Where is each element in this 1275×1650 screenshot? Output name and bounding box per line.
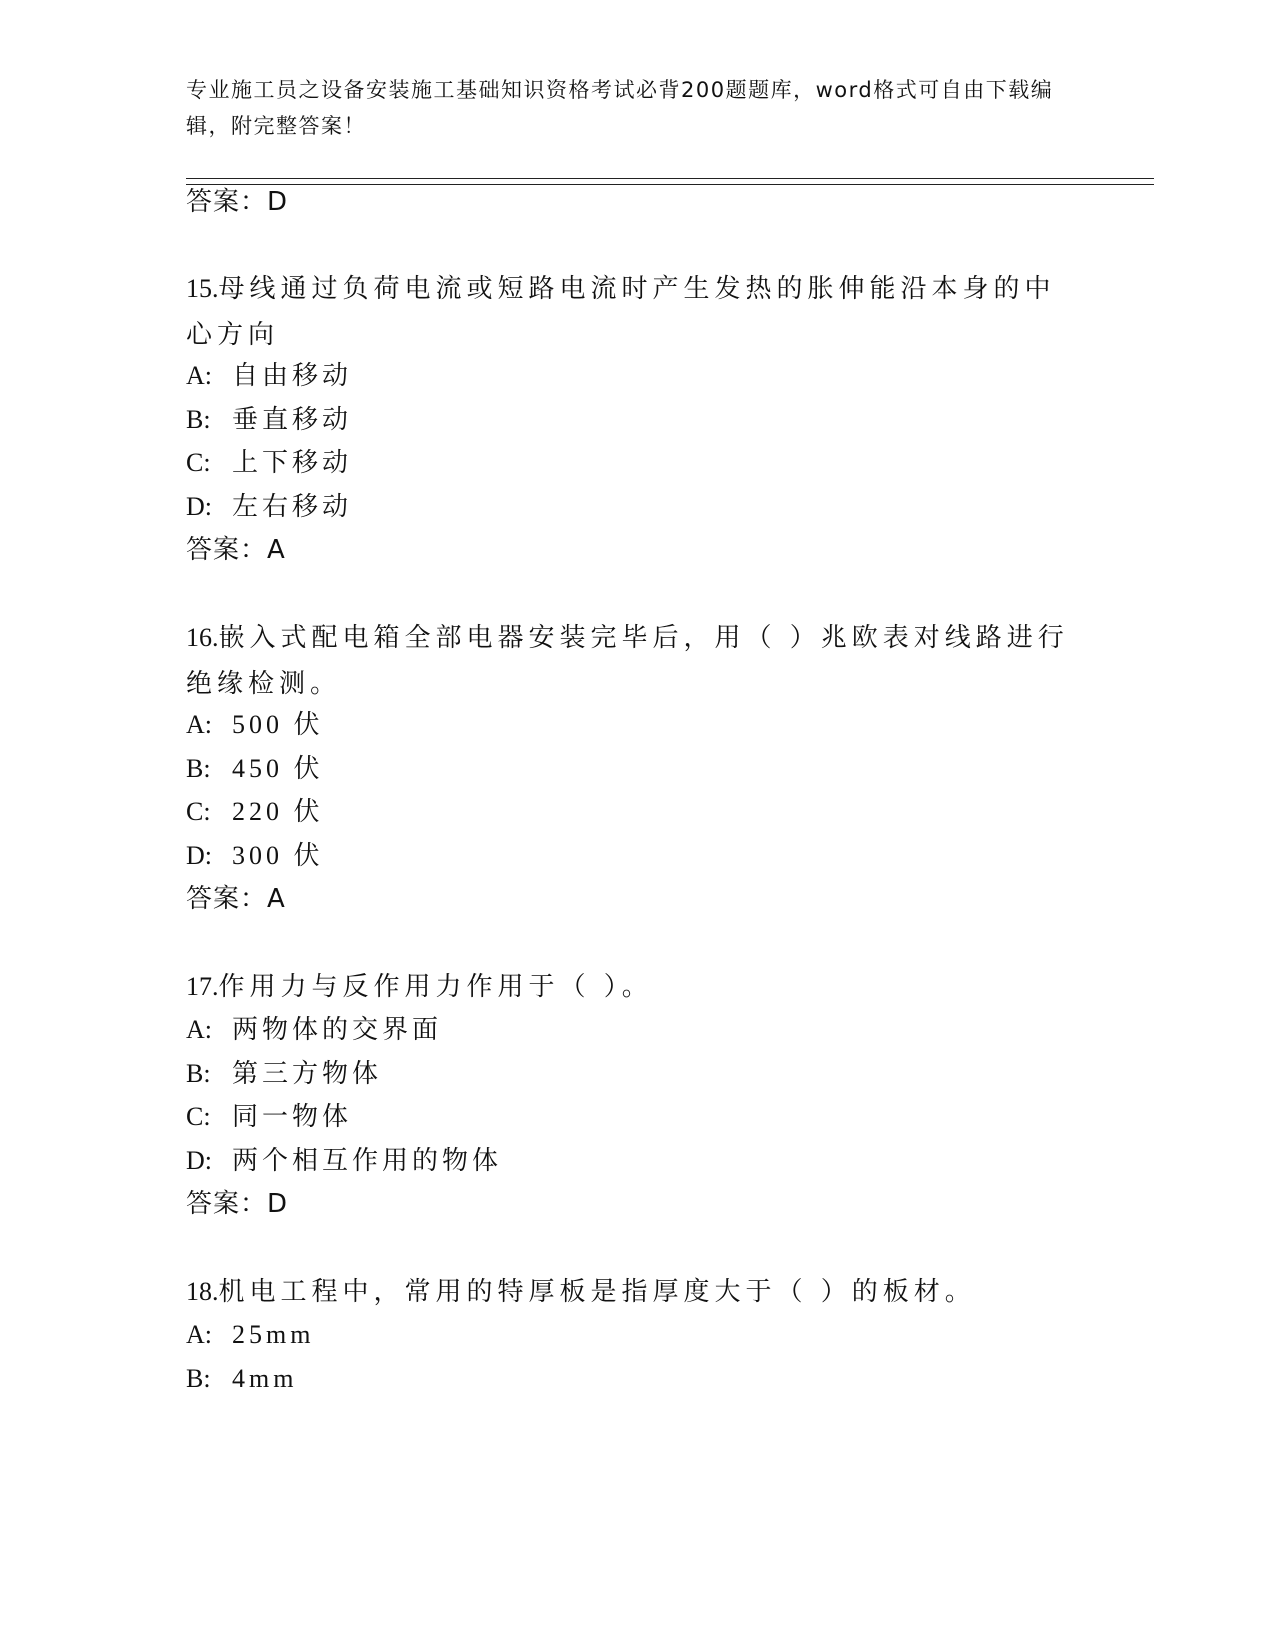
answer-line-14 <box>186 184 288 220</box>
option-letter: D: <box>186 1146 212 1175</box>
option-letter: C: <box>186 1102 211 1131</box>
option-letter: A: <box>186 361 212 390</box>
option-letter: D: <box>186 492 212 521</box>
answer-value: D <box>267 187 289 217</box>
question-15 <box>186 266 1076 358</box>
option-letter: A: <box>186 1015 212 1044</box>
option-letter: A: <box>186 710 212 739</box>
option-text: 450 伏 <box>232 754 324 783</box>
option-text: 两物体的交界面 <box>232 1015 443 1045</box>
header-divider-bottom <box>186 184 1154 185</box>
option-text: 同一物体 <box>232 1102 353 1132</box>
option-letter: C: <box>186 448 211 477</box>
question-text: 母线通过负荷电流或短路电流时产生发热的胀伸能沿本身的中心方向 <box>186 274 1056 350</box>
option-letter: B: <box>186 754 211 783</box>
option-a <box>186 358 352 394</box>
option-text: 220 伏 <box>232 797 324 826</box>
document-header <box>186 72 1066 144</box>
option-d <box>186 838 324 874</box>
question-18 <box>186 1269 1076 1315</box>
option-text: 500 伏 <box>232 710 324 739</box>
answer-line-17 <box>186 1186 288 1222</box>
question-text: 嵌入式配电箱全部电器安装完毕后，用（ ）兆欧表对线路进行绝缘检测。 <box>186 623 1069 699</box>
option-c <box>186 445 352 481</box>
option-d <box>186 489 352 525</box>
option-c <box>186 1099 352 1135</box>
answer-value: A <box>267 535 286 565</box>
question-number: 15. <box>186 274 219 303</box>
option-letter: B: <box>186 1364 211 1393</box>
answer-label: 答案： <box>186 187 268 217</box>
answer-value: D <box>267 1189 289 1219</box>
option-a <box>186 1317 314 1353</box>
header-text: 专业施工员之设备安装施工基础知识资格考试必背200题题库，word格式可自由下载编辑，附完整答案！ <box>186 78 1054 138</box>
option-c <box>186 794 324 830</box>
option-text: 自由移动 <box>232 361 353 391</box>
question-16 <box>186 615 1076 707</box>
answer-label: 答案： <box>186 535 268 565</box>
answer-label: 答案： <box>186 884 268 914</box>
answer-line-16 <box>186 881 286 917</box>
question-number: 16. <box>186 623 219 652</box>
option-b <box>186 402 352 438</box>
option-text: 两个相互作用的物体 <box>232 1146 503 1176</box>
question-text: 作用力与反作用力作用于（ ）。 <box>218 972 653 1002</box>
option-text: 4mm <box>232 1364 298 1393</box>
answer-value: A <box>267 884 286 914</box>
option-text: 300 伏 <box>232 841 324 870</box>
option-a <box>186 1012 442 1048</box>
option-letter: B: <box>186 405 211 434</box>
answer-label: 答案： <box>186 1189 268 1219</box>
option-b <box>186 751 324 787</box>
option-a <box>186 707 324 743</box>
question-text: 机电工程中，常用的特厚板是指厚度大于（ ）的板材。 <box>218 1277 976 1307</box>
option-d <box>186 1143 502 1179</box>
option-text: 第三方物体 <box>232 1059 383 1089</box>
option-text: 25mm <box>232 1320 315 1349</box>
question-number: 17. <box>186 972 219 1001</box>
option-letter: C: <box>186 797 211 826</box>
option-letter: A: <box>186 1320 212 1349</box>
option-b <box>186 1056 382 1092</box>
header-divider-top <box>186 178 1154 179</box>
question-17 <box>186 964 1076 1010</box>
answer-line-15 <box>186 532 286 568</box>
option-b <box>186 1361 297 1397</box>
question-number: 18. <box>186 1277 219 1306</box>
option-text: 上下移动 <box>232 448 353 478</box>
option-letter: B: <box>186 1059 211 1088</box>
option-text: 垂直移动 <box>232 405 353 435</box>
option-letter: D: <box>186 841 212 870</box>
option-text: 左右移动 <box>232 492 353 522</box>
